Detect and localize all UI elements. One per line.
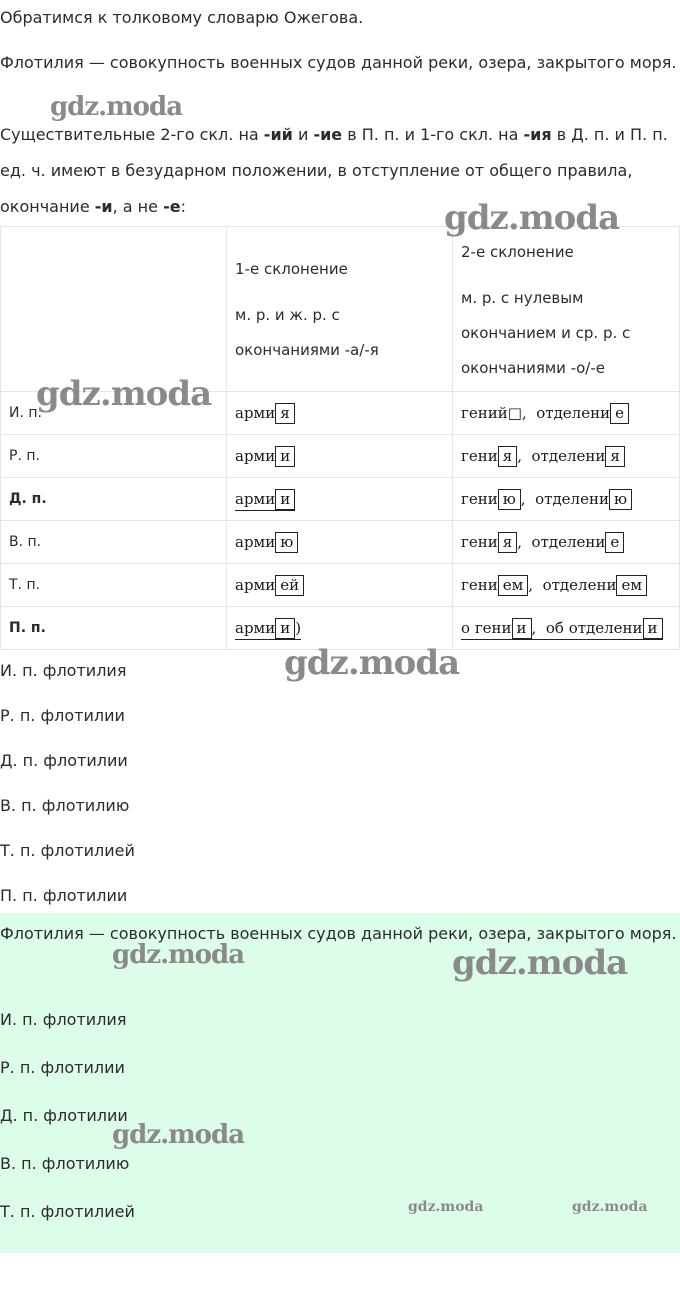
word-stem: гени [461, 446, 498, 465]
second-declension-example [453, 435, 680, 478]
second-declension-title: 2-е склонение [461, 242, 574, 261]
second-declension-example [453, 564, 680, 607]
intro-text: Обратимся к толковому словарю Ожегова. [0, 8, 364, 27]
example-word [461, 576, 647, 594]
watermark: gdz.moda [572, 1199, 648, 1215]
watermark: gdz.moda [112, 940, 245, 970]
ending-box: я [498, 532, 517, 553]
ending-box: я [275, 403, 294, 424]
form-accusative: В. п. флотилию [0, 796, 130, 815]
ending-box: ем [498, 575, 529, 596]
separator: , [517, 446, 532, 465]
example-word [235, 533, 298, 551]
word-stem: отделени [536, 403, 611, 422]
ending-box: я [605, 446, 624, 467]
separator: , [517, 532, 532, 551]
first-declension-example [227, 478, 453, 521]
ending-box: ей [275, 575, 304, 596]
table-row [1, 564, 680, 607]
first-declension-title: 1-е склонение [235, 260, 348, 278]
first-declension-example [227, 435, 453, 478]
form-instrumental: Т. п. флотилией [0, 841, 135, 860]
table-row [1, 521, 680, 564]
form-nominative: И. п. флотилия [0, 661, 127, 680]
answer-form-dative: Д. п. флотилии [0, 1106, 128, 1125]
case-label: В. п. [1, 521, 227, 564]
word-stem: отделени [542, 575, 617, 594]
watermark: gdz.moda [452, 943, 628, 983]
word-stem: арми [235, 575, 276, 594]
header-first-declension [227, 227, 453, 392]
header-second-declension [453, 227, 680, 392]
answer-form-accusative: В. п. флотилию [0, 1154, 130, 1173]
ending-box: ю [609, 489, 632, 510]
preposition: о [461, 618, 475, 637]
ending-box: и [643, 618, 663, 639]
word-stem: гени [461, 489, 498, 508]
header-empty-cell [1, 227, 227, 392]
answer-form-genitive: Р. п. флотилии [0, 1058, 125, 1077]
separator: , [528, 575, 543, 594]
answer-form-instrumental: Т. п. флотилией [0, 1202, 135, 1221]
watermark: gdz.moda [50, 92, 183, 122]
case-label: И. п. [1, 392, 227, 435]
form-genitive: Р. п. флотилии [0, 706, 125, 725]
ending-box: е [610, 403, 629, 424]
table-row [1, 435, 680, 478]
first-declension-example [227, 564, 453, 607]
ending-box: и [275, 489, 295, 510]
ending-box: ем [616, 575, 647, 596]
first-declension-subtitle: м. р. и ж. р. с окончаниями -а/-я [235, 306, 379, 359]
case-label: Т. п. [1, 564, 227, 607]
watermark: gdz.moda [408, 1199, 484, 1215]
word-stem: арми [235, 532, 276, 551]
table-header-row [1, 227, 680, 392]
watermark: gdz.moda [284, 643, 460, 683]
second-declension-example [453, 607, 680, 650]
ending-box: е [605, 532, 624, 553]
case-label: П. п. [1, 607, 227, 650]
ending-box: □ [507, 403, 522, 422]
definition-text: Флотилия — совокупность военных судов данной реки, озера, закрытого моря. [0, 53, 677, 72]
watermark: gdz.moda [444, 198, 620, 238]
word-stem: гени [461, 575, 498, 594]
watermark: gdz.moda [112, 1120, 245, 1150]
example-word [235, 619, 301, 640]
example-word [461, 447, 625, 465]
watermark: gdz.moda [36, 374, 212, 414]
table-row [1, 478, 680, 521]
form-dative: Д. п. флотилии [0, 751, 128, 770]
example-word [235, 490, 295, 511]
ending-box: я [498, 446, 517, 467]
separator: , [520, 489, 536, 508]
separator: , [531, 618, 546, 637]
word-stem: арми [235, 446, 276, 465]
ending-box: и [275, 618, 295, 639]
first-declension-example [227, 521, 453, 564]
ending-box: ю [275, 532, 298, 553]
separator: , [521, 403, 537, 422]
example-word [461, 490, 632, 508]
preposition: об [545, 618, 569, 637]
form-prepositional: П. п. флотилии [0, 886, 128, 905]
word-stem: арми [235, 489, 276, 508]
example-word [235, 576, 304, 594]
example-word [235, 404, 295, 422]
case-label: Р. п. [1, 435, 227, 478]
word-stem: гени [474, 618, 512, 637]
ending-box: ю [498, 489, 521, 510]
second-declension-example [453, 521, 680, 564]
ending-box: и [512, 618, 532, 639]
rule-text: Существительные 2-го скл. на -ий и -ие в П. п. и 1-го скл. на -ия в Д. п. и П. п. ед. ч. имеют в безударном положении, в отступление от общего правила, окончание -и, а не -е: [0, 125, 668, 216]
ending-box: и [275, 446, 295, 467]
answer-form-nominative: И. п. флотилия [0, 1010, 127, 1029]
case-label: Д. п. [1, 478, 227, 521]
declension-table [0, 226, 680, 650]
example-word [461, 619, 663, 640]
answer-definition: Флотилия — совокупность военных судов данной реки, озера, закрытого моря. [0, 924, 677, 943]
word-stem: гени [461, 532, 498, 551]
word-stem: отделени [535, 489, 609, 508]
second-declension-example [453, 478, 680, 521]
word-stem: гений [461, 403, 508, 422]
example-word [235, 447, 295, 465]
second-declension-subtitle: м. р. с нулевым окончанием и ср. р. с окончаниями -о/-е [461, 288, 631, 377]
example-word [461, 404, 629, 422]
word-stem: арми [235, 618, 276, 637]
second-declension-example [453, 392, 680, 435]
word-stem: отделени [568, 618, 643, 637]
word-tail: ) [295, 618, 302, 637]
word-stem: отделени [531, 446, 606, 465]
example-word [461, 533, 624, 551]
word-stem: отделени [531, 532, 606, 551]
first-declension-example [227, 392, 453, 435]
word-stem: арми [235, 403, 276, 422]
